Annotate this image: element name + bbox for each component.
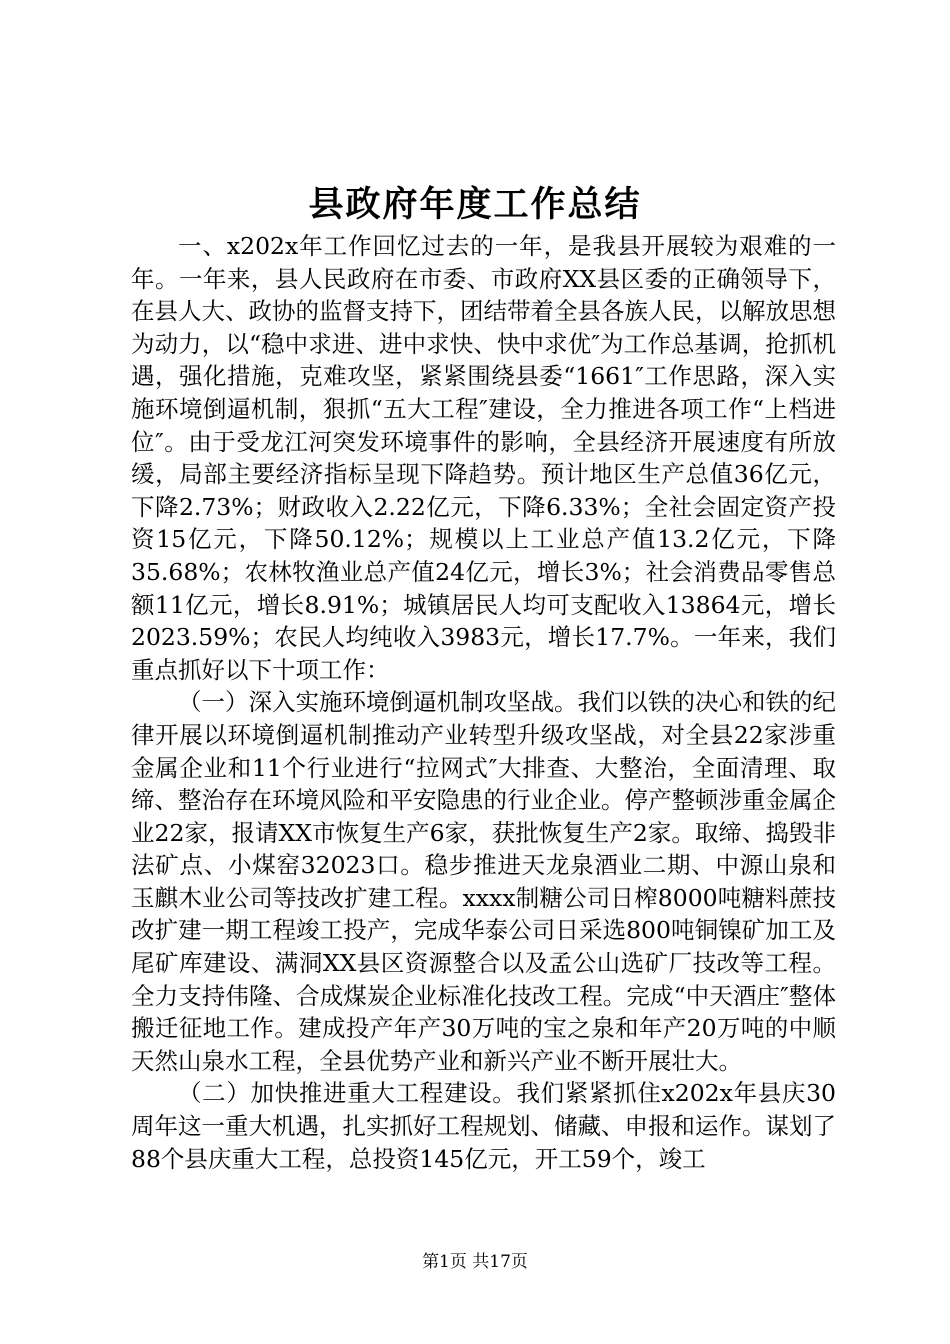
page-footer: 第1页 共17页 [422,1252,528,1272]
paragraph-section-2: （二）加快推进重大工程建设。我们紧紧抓住x202x年县庆30周年这一重大机遇，扎实抓好工程规划、储藏、申报和运作。谋划了88个县庆重大工程，总投资145亿元，开工59个，竣工 [131,1079,836,1173]
paragraph-section-1: （一）深入实施环境倒逼机制攻坚战。我们以铁的决心和铁的纪律开展以环境倒逼机制推动产业转型升级攻坚战，对全县22家涉重金属企业和11个行业进行“拉网式″大排查、大整治，全面清理、取缔、整治存在环境风险和平安隐患的行业企业。停产整顿涉重金属企业22家，报请XX市恢复生产6家，获批恢复生产2家。取缔、捣毁非法矿点、小煤窑32023口。稳步推进天龙泉酒业二期、中源山泉和玉麒木业公司等技改扩建工程。xxxx制糖公司日榨8000吨糖料蔗技改扩建一期工程竣工投产，完成华泰公司日采选800吨铜镍矿加工及尾矿库建设、满洞XX县区资源整合以及孟公山选矿厂技改等工程。全力支持伟隆、合成煤炭企业标准化技改工程。完成“中天酒庄″整体搬迁征地工作。建成投产年产30万吨的宝之泉和年产20万吨的中顺天然山泉水工程，全县优势产业和新兴产业不断开展壮大。 [131,688,836,1075]
paragraph-intro: 一、x202x年工作回忆过去的一年，是我县开展较为艰难的一年。一年来，县人民政府在市委、市政府XX县区委的正确领导下，在县人大、政协的监督支持下，团结带着全县各族人民，以解放思想为动力，以“稳中求进、进中求快、快中求优″为工作总基调，抢抓机遇，强化措施，克难攻坚，紧紧围绕县委“1661″工作思路，深入实施环境倒逼机制，狠抓“五大工程″建设，全力推进各项工作“上档进位″。由于受龙江河突发环境事件的影响，全县经济开展速度有所放缓，局部主要经济指标呈现下降趋势。预计地区生产总值36亿元，下降2.73%；财政收入2.22亿元，下降6.33%；全社会固定资产投资15亿元，下降50.12%；规模以上工业总产值13.2亿元，下降35.68%；农林牧渔业总产值24亿元，增长3%；社会消费品零售总额11亿元，增长8.91%；城镇居民人均可支配收入13864元，增长2023.59%；农民人均纯收入3983元，增长17.7%。一年来，我们重点抓好以下十项工作： [131,232,836,684]
document-body [131,230,836,1175]
document-title: 县政府年度工作总结 [308,184,642,225]
